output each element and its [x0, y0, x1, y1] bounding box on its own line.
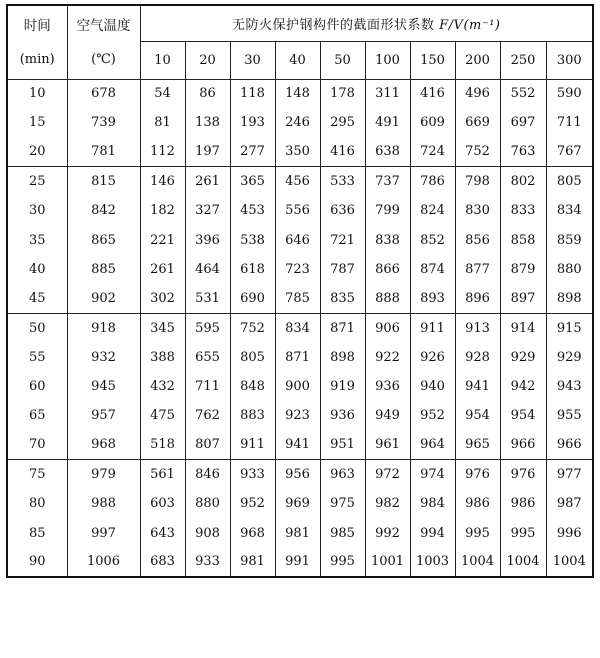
steel-temp-cell: 1004	[455, 548, 500, 577]
steel-temp-cell: 888	[365, 284, 410, 313]
steel-temp-cell: 929	[500, 343, 546, 372]
steel-temp-cell: 388	[140, 343, 185, 372]
steel-temp-cell: 995	[320, 548, 365, 577]
steel-temp-cell: 327	[185, 196, 230, 225]
steel-temp-cell: 968	[230, 518, 275, 547]
steel-temp-cell: 986	[455, 489, 500, 518]
steel-temp-cell: 453	[230, 196, 275, 225]
steel-temp-cell: 898	[546, 284, 593, 313]
table-row	[7, 431, 593, 460]
steel-temp-cell: 928	[455, 343, 500, 372]
steel-temp-cell: 941	[455, 372, 500, 401]
table-row	[7, 548, 593, 577]
air-temp-cell: 885	[67, 255, 140, 284]
steel-temp-cell: 807	[185, 431, 230, 460]
time-cell: 80	[7, 489, 67, 518]
steel-temp-cell: 981	[275, 518, 320, 547]
steel-temp-cell: 897	[500, 284, 546, 313]
table-row	[7, 518, 593, 547]
steel-temp-cell: 911	[230, 431, 275, 460]
steel-temp-cell: 926	[410, 343, 455, 372]
steel-temp-cell: 943	[546, 372, 593, 401]
air-temp-cell: 1006	[67, 548, 140, 577]
time-cell: 15	[7, 108, 67, 137]
time-cell: 60	[7, 372, 67, 401]
section-factor-title: 无防火保护钢构件的截面形状系数	[232, 17, 435, 33]
steel-temp-cell: 880	[546, 255, 593, 284]
steel-temp-cell: 961	[365, 431, 410, 460]
steel-temp-cell: 112	[140, 138, 185, 167]
steel-temp-cell: 838	[365, 225, 410, 254]
steel-temp-cell: 929	[546, 343, 593, 372]
steel-temp-cell: 985	[320, 518, 365, 547]
steel-temp-cell: 533	[320, 167, 365, 196]
steel-temp-cell: 365	[230, 167, 275, 196]
steel-temp-cell: 638	[365, 138, 410, 167]
steel-temp-cell: 345	[140, 313, 185, 342]
steel-temp-cell: 913	[455, 313, 500, 342]
table-row	[7, 108, 593, 137]
steel-temp-cell: 669	[455, 108, 500, 137]
steel-temp-cell: 1001	[365, 548, 410, 577]
steel-temp-cell: 148	[275, 79, 320, 108]
time-header-unit: (min)	[7, 41, 67, 79]
steel-temp-cell: 981	[230, 548, 275, 577]
steel-temp-cell: 871	[320, 313, 365, 342]
steel-temp-cell: 752	[230, 313, 275, 342]
steel-temp-cell: 737	[365, 167, 410, 196]
air-temp-cell: 739	[67, 108, 140, 137]
steel-temp-cell: 911	[410, 313, 455, 342]
table-row	[7, 489, 593, 518]
steel-temp-cell: 595	[185, 313, 230, 342]
air-temp-cell: 902	[67, 284, 140, 313]
steel-temp-cell: 531	[185, 284, 230, 313]
steel-temp-cell: 295	[320, 108, 365, 137]
steel-temp-cell: 432	[140, 372, 185, 401]
steel-temp-cell: 915	[546, 313, 593, 342]
steel-temp-cell: 866	[365, 255, 410, 284]
steel-temp-cell: 475	[140, 401, 185, 430]
steel-temp-cell: 852	[410, 225, 455, 254]
steel-temp-cell: 1003	[410, 548, 455, 577]
air-temp-cell: 957	[67, 401, 140, 430]
section-factor-column-header: 30	[230, 41, 275, 79]
steel-temp-cell: 456	[275, 167, 320, 196]
steel-temp-cell: 923	[275, 401, 320, 430]
table-row	[7, 401, 593, 430]
steel-temp-cell: 984	[410, 489, 455, 518]
steel-temp-cell: 940	[410, 372, 455, 401]
steel-temp-cell: 683	[140, 548, 185, 577]
table-header	[7, 5, 593, 79]
steel-temp-cell: 350	[275, 138, 320, 167]
section-factor-column-header: 20	[185, 41, 230, 79]
steel-temp-cell: 805	[546, 167, 593, 196]
steel-temp-cell: 966	[500, 431, 546, 460]
steel-temp-cell: 856	[455, 225, 500, 254]
steel-temp-cell: 883	[230, 401, 275, 430]
steel-temp-cell: 936	[365, 372, 410, 401]
steel-temp-cell: 846	[185, 460, 230, 489]
steel-temp-cell: 118	[230, 79, 275, 108]
steel-temp-cell: 896	[455, 284, 500, 313]
steel-temp-cell: 969	[275, 489, 320, 518]
steel-temp-cell: 609	[410, 108, 455, 137]
steel-temp-cell: 763	[500, 138, 546, 167]
air-temp-cell: 781	[67, 138, 140, 167]
steel-temp-cell: 833	[500, 196, 546, 225]
table-row	[7, 372, 593, 401]
steel-temp-cell: 933	[230, 460, 275, 489]
time-cell: 40	[7, 255, 67, 284]
steel-temp-cell: 955	[546, 401, 593, 430]
steel-temp-cell: 178	[320, 79, 365, 108]
air-temp-cell: 918	[67, 313, 140, 342]
steel-temperature-table	[6, 4, 594, 578]
steel-temp-cell: 561	[140, 460, 185, 489]
time-cell: 30	[7, 196, 67, 225]
steel-temp-cell: 655	[185, 343, 230, 372]
steel-temp-cell: 974	[410, 460, 455, 489]
steel-temp-cell: 949	[365, 401, 410, 430]
air-temp-cell: 945	[67, 372, 140, 401]
table-row	[7, 313, 593, 342]
steel-temp-cell: 752	[455, 138, 500, 167]
section-factor-column-header: 50	[320, 41, 365, 79]
steel-temp-cell: 805	[230, 343, 275, 372]
steel-temp-cell: 690	[230, 284, 275, 313]
steel-temp-cell: 952	[410, 401, 455, 430]
steel-temp-cell: 995	[500, 518, 546, 547]
steel-temp-cell: 556	[275, 196, 320, 225]
steel-temp-cell: 785	[275, 284, 320, 313]
air-temp-cell: 932	[67, 343, 140, 372]
steel-temp-cell: 824	[410, 196, 455, 225]
section-factor-formula: F/V(m⁻¹)	[439, 17, 501, 33]
section-factor-column-header: 100	[365, 41, 410, 79]
steel-temp-cell: 956	[275, 460, 320, 489]
steel-temp-cell: 951	[320, 431, 365, 460]
steel-temp-cell: 723	[275, 255, 320, 284]
time-cell: 55	[7, 343, 67, 372]
steel-temp-cell: 906	[365, 313, 410, 342]
steel-temp-cell: 491	[365, 108, 410, 137]
table-row	[7, 460, 593, 489]
steel-temp-cell: 182	[140, 196, 185, 225]
steel-temp-cell: 246	[275, 108, 320, 137]
steel-temp-cell: 858	[500, 225, 546, 254]
time-cell: 10	[7, 79, 67, 108]
section-factor-column-header: 150	[410, 41, 455, 79]
steel-temp-cell: 964	[410, 431, 455, 460]
time-cell: 20	[7, 138, 67, 167]
steel-temp-cell: 936	[320, 401, 365, 430]
time-cell: 90	[7, 548, 67, 577]
steel-temp-cell: 636	[320, 196, 365, 225]
steel-temp-cell: 721	[320, 225, 365, 254]
steel-temp-cell: 81	[140, 108, 185, 137]
steel-temp-cell: 933	[185, 548, 230, 577]
table-row	[7, 255, 593, 284]
time-cell: 25	[7, 167, 67, 196]
steel-temp-cell: 834	[546, 196, 593, 225]
time-cell: 70	[7, 431, 67, 460]
steel-temp-cell: 799	[365, 196, 410, 225]
steel-temp-cell: 879	[500, 255, 546, 284]
steel-temp-cell: 995	[455, 518, 500, 547]
time-cell: 65	[7, 401, 67, 430]
steel-temp-cell: 762	[185, 401, 230, 430]
steel-temp-cell: 146	[140, 167, 185, 196]
steel-temp-cell: 1004	[500, 548, 546, 577]
steel-temp-cell: 859	[546, 225, 593, 254]
air-temp-cell: 842	[67, 196, 140, 225]
steel-temp-cell: 711	[185, 372, 230, 401]
steel-temp-cell: 261	[185, 167, 230, 196]
steel-temp-cell: 552	[500, 79, 546, 108]
steel-temp-cell: 963	[320, 460, 365, 489]
steel-temp-cell: 941	[275, 431, 320, 460]
steel-temp-cell: 922	[365, 343, 410, 372]
steel-temp-cell: 952	[230, 489, 275, 518]
steel-temp-cell: 802	[500, 167, 546, 196]
steel-temp-cell: 798	[455, 167, 500, 196]
steel-temp-cell: 914	[500, 313, 546, 342]
steel-temp-cell: 908	[185, 518, 230, 547]
steel-temp-cell: 986	[500, 489, 546, 518]
time-cell: 85	[7, 518, 67, 547]
steel-temp-cell: 590	[546, 79, 593, 108]
steel-temp-cell: 991	[275, 548, 320, 577]
steel-temp-cell: 518	[140, 431, 185, 460]
air-temp-cell: 988	[67, 489, 140, 518]
steel-temp-cell: 893	[410, 284, 455, 313]
steel-temp-cell: 646	[275, 225, 320, 254]
air-temp-header-label: 空气温度	[67, 5, 140, 41]
steel-temp-cell: 603	[140, 489, 185, 518]
section-factor-column-header: 300	[546, 41, 593, 79]
steel-temp-cell: 261	[140, 255, 185, 284]
steel-temp-cell: 966	[546, 431, 593, 460]
steel-temp-cell: 496	[455, 79, 500, 108]
air-temp-cell: 979	[67, 460, 140, 489]
steel-temp-cell: 848	[230, 372, 275, 401]
steel-temp-cell: 767	[546, 138, 593, 167]
steel-temp-cell: 787	[320, 255, 365, 284]
steel-temp-cell: 965	[455, 431, 500, 460]
steel-temp-cell: 416	[320, 138, 365, 167]
steel-temp-cell: 954	[455, 401, 500, 430]
table-row	[7, 343, 593, 372]
steel-temp-cell: 982	[365, 489, 410, 518]
steel-temp-cell: 1004	[546, 548, 593, 577]
air-temp-cell: 997	[67, 518, 140, 547]
table-row	[7, 196, 593, 225]
air-temp-header-unit: (℃)	[67, 41, 140, 79]
steel-temp-cell: 880	[185, 489, 230, 518]
steel-temp-cell: 977	[546, 460, 593, 489]
steel-temp-cell: 724	[410, 138, 455, 167]
steel-temp-cell: 830	[455, 196, 500, 225]
steel-temp-cell: 464	[185, 255, 230, 284]
air-temp-cell: 678	[67, 79, 140, 108]
steel-temp-cell: 996	[546, 518, 593, 547]
table-row	[7, 284, 593, 313]
steel-temp-cell: 835	[320, 284, 365, 313]
air-temp-cell: 968	[67, 431, 140, 460]
steel-temp-cell: 919	[320, 372, 365, 401]
time-cell: 35	[7, 225, 67, 254]
steel-temp-cell: 871	[275, 343, 320, 372]
steel-temp-cell: 396	[185, 225, 230, 254]
steel-temp-cell: 976	[455, 460, 500, 489]
steel-temp-cell: 697	[500, 108, 546, 137]
time-cell: 75	[7, 460, 67, 489]
steel-temp-cell: 954	[500, 401, 546, 430]
steel-temp-cell: 277	[230, 138, 275, 167]
time-header-label: 时间	[7, 5, 67, 41]
steel-temp-cell: 877	[455, 255, 500, 284]
steel-temp-cell: 994	[410, 518, 455, 547]
section-factor-column-header: 40	[275, 41, 320, 79]
steel-temp-cell: 618	[230, 255, 275, 284]
steel-temp-cell: 86	[185, 79, 230, 108]
steel-temp-cell: 874	[410, 255, 455, 284]
steel-temp-cell: 786	[410, 167, 455, 196]
steel-temp-cell: 976	[500, 460, 546, 489]
section-factor-column-header: 200	[455, 41, 500, 79]
time-cell: 50	[7, 313, 67, 342]
steel-temp-cell: 975	[320, 489, 365, 518]
steel-temp-cell: 711	[546, 108, 593, 137]
steel-temp-cell: 643	[140, 518, 185, 547]
table-row	[7, 225, 593, 254]
section-factor-column-header: 10	[140, 41, 185, 79]
table-row	[7, 79, 593, 108]
steel-temp-cell: 197	[185, 138, 230, 167]
section-factor-column-header: 250	[500, 41, 546, 79]
steel-temp-cell: 138	[185, 108, 230, 137]
steel-temp-cell: 972	[365, 460, 410, 489]
section-factor-header	[140, 5, 593, 41]
steel-temp-cell: 193	[230, 108, 275, 137]
steel-temp-cell: 992	[365, 518, 410, 547]
air-temp-cell: 815	[67, 167, 140, 196]
steel-temp-cell: 538	[230, 225, 275, 254]
steel-temp-cell: 942	[500, 372, 546, 401]
steel-temp-cell: 834	[275, 313, 320, 342]
steel-temp-cell: 221	[140, 225, 185, 254]
table-row	[7, 167, 593, 196]
table-row	[7, 138, 593, 167]
steel-temp-cell: 302	[140, 284, 185, 313]
table-body	[7, 79, 593, 577]
steel-temp-cell: 416	[410, 79, 455, 108]
steel-temp-cell: 987	[546, 489, 593, 518]
steel-temp-cell: 898	[320, 343, 365, 372]
time-cell: 45	[7, 284, 67, 313]
steel-temp-cell: 54	[140, 79, 185, 108]
air-temp-cell: 865	[67, 225, 140, 254]
steel-temp-cell: 311	[365, 79, 410, 108]
steel-temp-cell: 900	[275, 372, 320, 401]
